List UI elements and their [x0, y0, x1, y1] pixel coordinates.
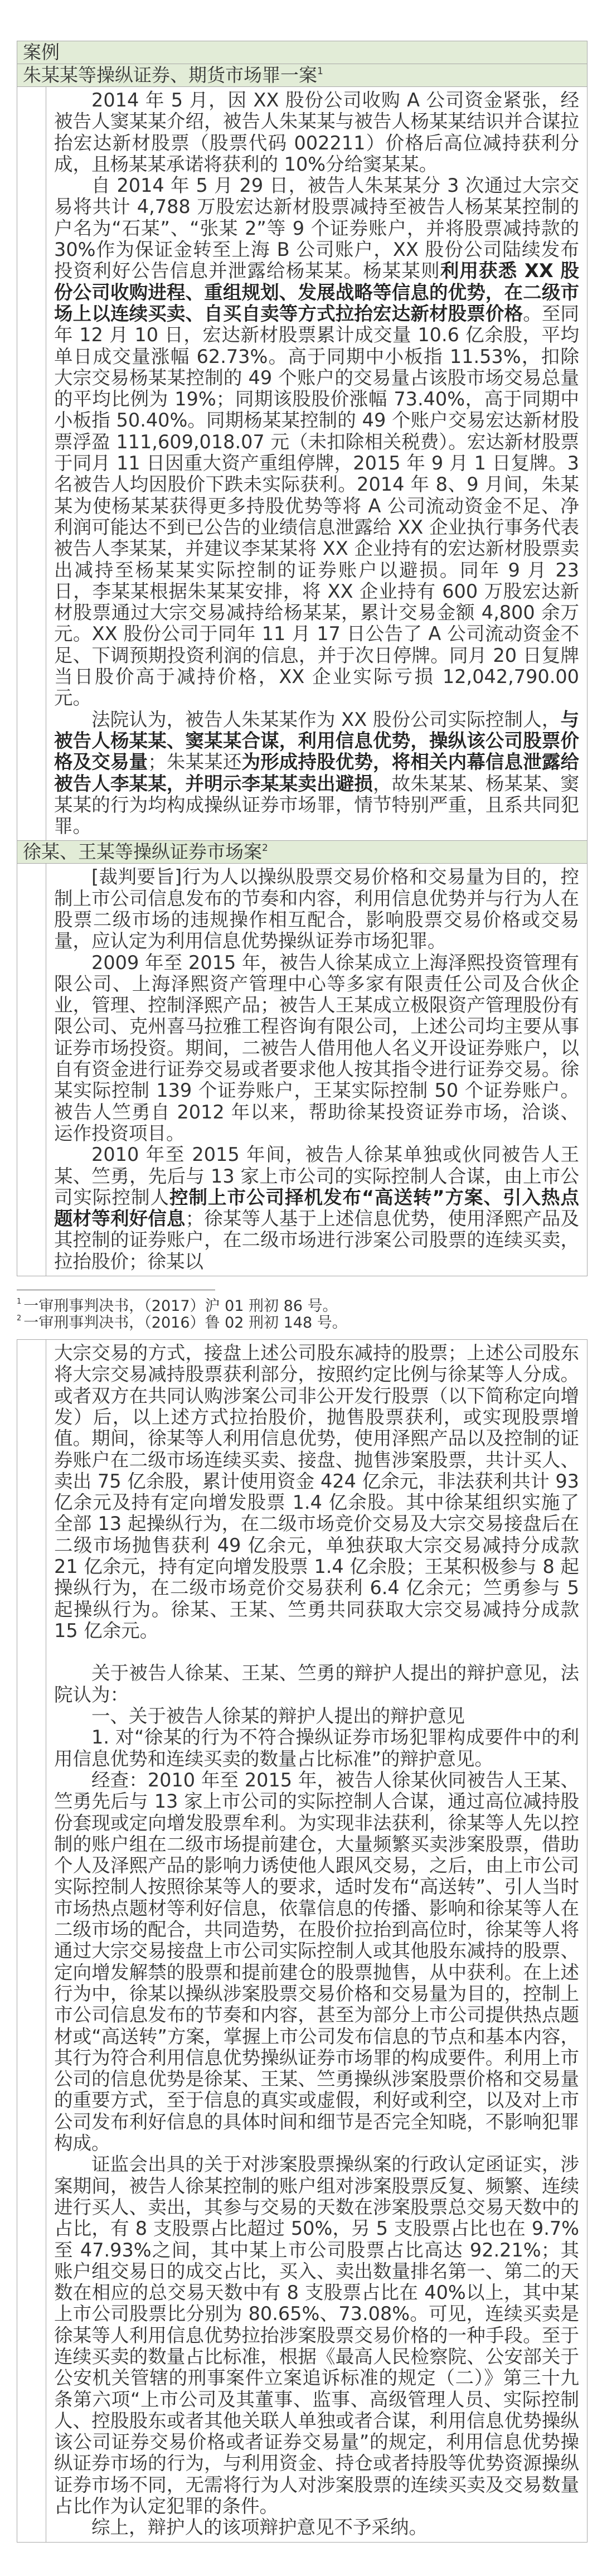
paragraph: [54, 1144, 579, 1272]
case-table: [17, 41, 588, 1276]
footnote-text: 一审刑事判决书，（2016）鲁 02 刑初 148 号。: [23, 1314, 347, 1332]
footnote-ref-1[interactable]: 1: [317, 66, 323, 77]
case2-body: [46, 864, 587, 1276]
paragraph-text: 关于被告人徐某、王某、竺勇的辩护人提出的辩护意见，法院认为：: [54, 1662, 579, 1706]
emphasis-text: 为形成持股优势，将相关内幕信息泄露给被告人李某某，并明示李某某卖出避损: [54, 751, 580, 795]
paragraph-text: [裁判要旨]行为人以操纵股票交易价格和交易量为目的，控制上市公司信息发布的节奏和内容，利用信息优势并与行为人在股票二级市场的违规操作相互配合，影响股票交易价格或交易量，应认定为利用信息优势操纵证券市场犯罪。: [54, 866, 579, 952]
footnote-text: 一审刑事判决书，（2017）沪 01 刑初 86 号。: [23, 1297, 338, 1315]
emphasis-text: 控制上市公司择机发布“高送转”方案、引入热点题材等利好信息: [54, 1186, 579, 1230]
case2-heading: [17, 840, 587, 864]
table-title: [17, 41, 587, 64]
paragraph-text: 大宗交易的方式，接盘上述公司股东减持的股票；上述公司股东将大宗交易减持股票获利部分，按照约定比例与徐某等人分成。或者双方在共同认购涉案公司非公开发行股票（以下简称定向增发）后，以上述方式拉抬股价，抛售股票获利，或实现股票增值。期间，徐某等人利用信息优势，使用泽熙产品以及控制的证券账户在二级市场连续买卖、接盘、抛售涉案股票，共计买人、卖出 75 亿余股，累计使用资金 424 亿余元，非法获利共计 93 亿余元及持有定向增发股票 1.4 亿余股。其中徐某组织实施了全部 13 起操纵行为，在二级市场竞价交易及大宗交易接盘后在二级市场抛售获利 49 亿余元，单独获取大宗交易减持分成款 21 亿余元，持有定向增发股票 1.4 亿余股；王某积极参与 8 起操纵行为，在二级市场竞价交易获利 6.4 亿余元；竺勇参与 5 起操纵行为。徐某、王某、竺勇共同获取大宗交易减持分成款 15 亿余元。: [54, 1342, 579, 1642]
paragraph-text: 。至同年 12 月 10 日，宏达新材股票累计成交量 10.6 亿余股，平均单日成交量涨幅 62.73%。高于同期中小板指 11.53%，扣除大宗交易杨某某控制的 49 个账户的交易量占该股市场交易总量的平均比例为 19%；同期该股股价涨幅 73.40%，高于同期中小板指 50.40%。同期杨某某控制的 49 个账户交易宏达新材股票浮盈 111,609,018.07 元（未扣除相关税费）。宏达新材股票于同月 11 日因重大资产重组停牌，2015 年 9 月 1 日复牌。3 名被告人均因股价下跌未实际获利。2014 年 8、9 月间，朱某某为使杨某某获得更多持股优势等将 A 公司流动资金不足、净利润可能达不到已公告的业绩信息泄露给 XX 企业执行事务代表被告人李某某，并建议李某某将 XX 企业持有的宏达新材股票卖出减持至杨某某实际控制的证券账户以避损。同年 9 月 23 日，李某某根据朱某某安排，将 XX 企业持有 600 万股宏达新材股票通过大宗交易减持给杨某某，累计交易金额 4,800 余万元。XX 股份公司于同年 11 月 17 日公告了 A 公司流动资金不足、下调预期投资利润的信息，并于次日停牌。同月 20 日复牌当日股价高于减持价格，XX 企业实际亏损 12,042,790.00 元。: [54, 302, 579, 709]
footnote-mark: 1: [17, 1297, 22, 1306]
paragraph-text: ，故朱某某、杨某某、窦某某的行为均构成操纵证券市场罪，情节特别严重，且系共同犯罪。: [54, 772, 580, 837]
footnote-1: [17, 1298, 588, 1315]
paragraph-text: 证监会出具的关于对涉案股票操纵案的行政认定函证实，涉案期间，被告人徐某控制的账户组对涉案股票反复、频繁、连续进行买人、卖出，其参与交易的天数在涉案股票总交易天数中的占比，有 8 支股票占比超过 50%，另 5 支股票占比也在 9.7%至 47.93%之间，其中某上市公司股票占比高达 92.21%；其账户组交易日的成交占比，买入、卖出数量排名第一、第二的天数在相应的总交易天数中有 8 支股票占比在 40%以上，其中某上市公司股票比分别为 80.65%、73.08%。可见，连续买卖是徐某等人利用信息优势拉抬涉案股票交易价格的一种手段。至于连续买卖的数量占比标准，根据《最高人民检察院、公安部关于公安机关管辖的刑事案件立案追诉标准的规定（二）》第三十九条第六项“上市公司及其董事、监事、高级管理人员、实际控制人、控股股东或者其他关联人单独或者合谋，利用信息优势操纵该公司证券交易价格或者证券交易量”的规定，利用信息优势操纵证券市场的行为，与利用资金、持仓或者持股等优势资源操纵证券市场不同，无需将行为人对涉案股票的连续买卖及交易数量占比作为认定犯罪的条件。: [54, 2153, 579, 2517]
paragraph: [54, 952, 579, 1145]
paragraph: [54, 709, 579, 837]
paragraph: [54, 90, 579, 175]
paragraph: [54, 1770, 579, 2154]
paragraph: [54, 1343, 579, 1642]
paragraph: [54, 1706, 579, 1727]
paragraph: [54, 2517, 579, 2538]
paragraph-text: 综上，辩护人的该项辩护意见不予采纳。: [91, 2516, 428, 2539]
footnotes: [17, 1290, 588, 1331]
paragraph-text: ；朱某某还: [148, 751, 242, 773]
paragraph-text: 2014 年 5 月，因 XX 股份公司收购 A 公司资金紧张，经被告人窦某某介绍，被告人朱某某与被告人杨某某结识并合谋拉抬宏达新材股票（股票代码 002211）价格后高位减持获利分成，且杨某某承诺将获利的 10%分给窦某某。: [54, 89, 579, 175]
emphasis-text: 与被告人杨某某、窦某某合谋，利用信息优势，操纵该公司股票价格及交易量: [54, 708, 579, 773]
paragraph-text: 1. 对“徐某的行为不符合操纵证券市场犯罪构成要件中的利用信息优势和连续买卖的数量占比标准”的辩护意见。: [54, 1726, 579, 1770]
footnote-ref-2[interactable]: 2: [262, 842, 268, 854]
paragraph-text: 法院认为，被告人朱某某作为 XX 股份公司实际控制人，: [91, 708, 561, 730]
paragraph: [54, 1663, 579, 1706]
case2-heading-text: 徐某、王某等操纵证券市场案: [23, 841, 262, 863]
paragraph-text: 2009 年至 2015 年，被告人徐某成立上海泽熙投资管理有限公司、上海泽熙资产管理中心等多家有限责任公司及合伙企业，管理、控制泽熙产品；被告人王某成立极限资产管理股份有限公司、克州喜马拉雅工程咨询有限公司，上述公司均主要从事证券市场投资。期间，二被告人借用他人名义开设证券账户，以自有资金进行证券交易或者要求他人按其指令进行证券交易。徐某实际控制 139 个证券账户，王某实际控制 50 个证券账户。被告人竺勇自 2012 年以来，帮助徐某投资证券市场，洽谈、运作投资项目。: [54, 951, 579, 1144]
case-table-continued: [17, 1339, 588, 2543]
table-title-text: 案例: [23, 41, 60, 63]
emphasis-text: 利用获悉 XX 股份公司收购进程、重组规划、发展战略等信息的优势，在二级市场上以连续买卖、自买自卖等方式拉抬宏达新材股票价格: [54, 260, 580, 325]
footnote-mark: 2: [17, 1314, 22, 1323]
paragraph-text: 经查：2010 年至 2015 年，被告人徐某伙同被告人王某、竺勇先后与 13 家上市公司的实际控制人合谋，通过高位减持股份套现或定向增发股票牟利。为实现非法获利，徐某等人先以控制的账户组在二级市场提前建仓，大量频繁买卖涉案股票，借助个人及泽熙产品的影响力诱使他人跟风交易，之后，由上市公司实际控制人按照徐某等人的要求，适时发布“高送转”、引人当时市场热点题材等利好信息，依靠信息的传播、影响和徐某等人在二级市场的配合，共同造势，在股价拉抬到高位时，徐某等人将通过大宗交易接盘上市公司实际控制人或其他股东减持的股票、定向增发解禁的股票和提前建仓的股票抛售，从中获利。在上述行为中，徐某以操纵涉案股票交易价格和交易量为目的，控制上市公司信息发布的节奏和内容，甚至为部分上市公司提供热点题材或“高送转”方案，掌握上市公司发布信息的节点和基本内容，其行为符合利用信息优势操纵证券市场罪的构成要件。利用上市公司的信息优势是徐某、王某、竺勇操纵涉案股票价格和交易量的重要方式，至于信息的真实或虚假，利好或利空，以及对上市公司发布利好信息的具体时间和细节是否完全知晓，不影响犯罪构成。: [54, 1769, 579, 2154]
case2-body-continued: [46, 1340, 587, 2542]
paragraph: [54, 175, 579, 709]
paragraph: [54, 2154, 579, 2517]
paragraph-text: 一、关于被告人徐某的辩护人提出的辩护意见: [91, 1705, 465, 1727]
footnote-2: [17, 1315, 588, 1331]
paragraph-text: 2010 年至 2015 年间，被告人徐某单独或伙同被告人王某、竺勇，先后与 13 家上市公司的实际控制人合谋，由上市公司实际控制人: [54, 1144, 579, 1208]
blank-line: [54, 1642, 579, 1663]
paragraph: [54, 1727, 579, 1770]
case1-heading: [17, 64, 587, 87]
paragraph: [54, 866, 579, 952]
paragraph-text: 自 2014 年 5 月 29 日，被告人朱某某分 3 次通过大宗交易将共计 4,788 万股宏达新材股票减持至被告人杨某某控制的户名为“石某”、“张某 2”等 9 个证券账户，并将股票减持款的 30%作为保证金转至上海 B 公司账户，XX 股份公司陆续发布投资利好公告信息并泄露给杨某某。杨某某则: [54, 175, 579, 282]
paragraph-text: ；徐某等人基于上述信息优势，使用泽熙产品及其控制的证券账户，在二级市场进行涉案公司股票的连续买卖，拉抬股价；徐某以: [54, 1208, 580, 1272]
case1-body: [46, 87, 587, 840]
case1-heading-text: 朱某某等操纵证券、期货市场罪一案: [23, 64, 317, 86]
